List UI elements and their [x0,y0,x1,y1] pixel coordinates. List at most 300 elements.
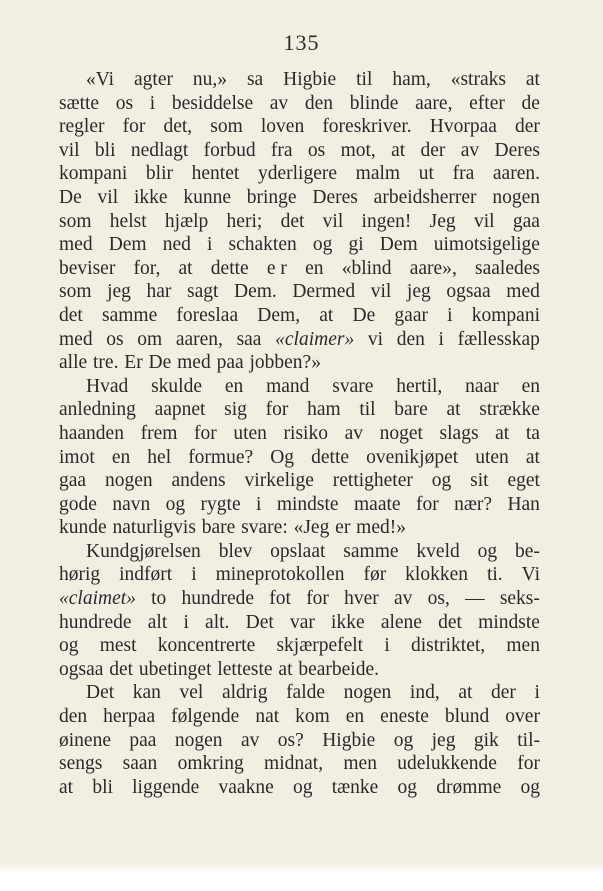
word: blund [444,706,490,728]
word: jeg [406,281,431,303]
word: i [191,564,197,586]
word: en [345,706,365,728]
word: Dermed [292,281,356,303]
word: aaren, [175,328,223,350]
word: det [280,210,305,232]
word: uten [475,446,509,468]
word: kompani [59,163,128,185]
word: vil [97,186,119,208]
word: at [525,446,540,468]
word: os, [427,588,450,610]
word: omkring [177,753,244,775]
word: aapnet [154,399,206,421]
word: i [149,92,156,114]
word: Jeg [429,210,456,232]
word: Higbie [322,729,376,751]
text-line [59,280,540,304]
word: at [458,682,473,704]
word: nedlagt [130,139,189,161]
word: nogen [492,186,540,208]
word: bearbeide. [298,658,380,680]
word: tre. [93,352,119,374]
word: helst [109,210,147,232]
word: blinde [349,92,399,114]
word: vel [179,682,204,704]
word: og [393,729,414,751]
word: og [477,540,498,562]
word: gik [473,729,499,751]
text-line [59,611,540,635]
word: en [305,257,324,279]
word: e r [266,257,287,279]
text-line [59,68,540,92]
word: Hvorpaa [429,116,497,138]
word: følgende [171,706,240,728]
word: foreslaa [176,304,239,326]
word: haanden [59,422,124,444]
word: som [59,210,92,232]
text-line [59,233,540,257]
word: beviser [59,257,116,279]
word: bli [92,776,113,798]
word: slags [439,422,479,444]
word: ogsaa [59,658,104,680]
word: liggende [132,776,200,798]
word: naturligvis [112,517,196,539]
word: at [495,422,510,444]
word: ikke [331,611,365,633]
text-line [59,705,540,729]
text-line [59,729,540,753]
word: vil [370,281,392,303]
word: samme [343,540,399,562]
word: paa [129,729,157,751]
word: til [359,399,376,421]
word: frem [140,422,178,444]
word: av [460,139,480,161]
word: ned [162,234,191,256]
word: os [106,328,124,350]
word: bli [94,139,116,161]
word: rettigheter [332,470,413,492]
word: hjælp [164,210,209,232]
word: i [447,304,453,326]
word: ham, [392,69,431,90]
word: Det [245,611,274,633]
word: sætte [59,92,100,114]
word: tænke [331,776,379,798]
page-number: 135 [283,30,320,55]
word: to [151,588,167,610]
word: distriktet, [410,635,486,657]
word: kveld [416,540,460,562]
word: jeg [107,281,131,303]
word: en [521,375,540,397]
word: hundrede [59,611,132,633]
text-line [59,398,540,422]
word: virkelige [244,470,314,492]
text-line [59,186,540,210]
word: samme [102,304,158,326]
word: har [146,281,172,303]
word: udelukkende [397,753,497,775]
word: regler [59,116,105,138]
word: med [59,328,93,350]
word: schakten [228,234,297,256]
word: risiko [283,422,328,444]
word: kunne [183,186,231,208]
word: hentet [191,163,240,185]
word: det, [163,116,193,138]
word: andens [171,470,226,492]
word: av [394,588,413,610]
text-line [59,115,540,139]
word: og [312,234,333,256]
word: ikke [133,186,168,208]
word: Det [86,682,115,704]
word: med [59,234,93,256]
word: sa [246,69,264,90]
word: en [111,446,131,468]
word: for [265,399,289,421]
word: med [177,352,211,374]
word: de [521,92,540,114]
word: uimotsigelige [433,234,540,256]
word: den [59,706,88,728]
word: i [183,611,189,633]
word: fra [270,139,293,161]
word: strække [479,399,540,421]
word: der [515,116,540,138]
word: saa [236,328,262,350]
word: for, [133,257,161,279]
word: av [240,729,260,751]
text-line [59,328,540,352]
word: seks- [499,588,540,610]
word: Dem [379,234,418,256]
word: Dem. [233,281,277,303]
word: svare: [241,517,288,539]
word: Deres [494,139,540,161]
word: sit [470,470,489,492]
word: «blind [341,257,392,279]
word: hørig [59,564,101,586]
word: indført [119,564,173,586]
text-line [59,540,540,564]
word: hundrede [181,588,255,610]
word: forbud [203,139,256,161]
word: letteste [217,658,273,680]
word: naar [465,375,499,397]
word: be- [515,540,540,562]
word: som [210,116,243,138]
word: for [194,422,217,444]
word: med!» [356,517,406,539]
word: for [517,753,540,775]
word: svare [332,375,374,397]
word: ut [418,163,434,185]
word: besiddelse [171,92,254,114]
word: mindste [276,493,339,515]
word: mindste [478,611,540,633]
word: saaledes [475,257,540,279]
word: kunde [59,517,107,539]
word: hel [147,446,172,468]
word: mest [99,635,137,657]
text-line [59,634,540,658]
word: klokken [405,564,468,586]
word: blev [218,540,253,562]
word: ogsaa [446,281,491,303]
word: opslaat [270,540,326,562]
word: eget [507,470,540,492]
word: ingen! [361,210,412,232]
word: i [534,682,540,704]
word: i [256,493,262,515]
word: før [363,564,387,586]
word: anledning [59,399,136,421]
word: Deres [312,186,358,208]
word: av [344,422,363,444]
word: aare, [415,92,453,114]
word: øinene [59,729,111,751]
text-line [59,516,540,540]
word: dette [311,446,350,468]
word: ham [307,399,341,421]
word: om [137,328,163,350]
word: ovenikjøpet [366,446,459,468]
word: nu,» [192,69,228,90]
word: gaa [59,470,87,492]
text-line [59,587,540,611]
word: vil [473,210,495,232]
word: midnat, [264,753,324,775]
text-line [59,563,540,587]
text-line [59,375,540,399]
word: nat [255,706,280,728]
word: os [307,139,326,161]
word: men [343,753,377,775]
word: bare [201,517,236,539]
word: rygte [200,493,241,515]
word: gode [59,493,97,515]
word: ubetinget [138,658,212,680]
word: en [224,375,244,397]
body-text [59,68,540,799]
text-line [59,257,540,281]
word: kom [295,706,330,728]
word: i [384,635,390,657]
word: til [356,69,373,90]
word: Er [124,352,143,374]
word: blir [145,163,173,185]
word: eneste [380,706,429,728]
word: foreskriver. [322,116,412,138]
word: hertil, [396,375,443,397]
word: sengs [59,753,103,775]
word: og [431,470,452,492]
word: ind, [409,682,440,704]
word: Han [507,493,540,515]
word: for [415,493,439,515]
text-line [59,162,540,186]
word: os [115,92,134,114]
text-line [59,446,540,470]
page-bottom-edge [0,862,603,891]
word: — [465,588,485,610]
word: arbeidsherrer [373,186,477,208]
word: og [520,776,540,798]
word: «Jeg [293,517,330,539]
text-line [59,351,540,375]
word: Dem, [257,304,301,326]
word: at [59,776,74,798]
word: heri; [226,210,263,232]
text-line [59,493,540,517]
word: noget [379,422,423,444]
text-line [59,422,540,446]
word: imot [59,446,95,468]
word: mand [266,375,310,397]
word: og [59,635,79,657]
word: Higbie [283,69,337,90]
text-line [59,210,540,234]
word: og [292,776,313,798]
word: gaar [394,304,428,326]
word: nær? [454,493,493,515]
word: agter [134,69,173,90]
word: Kundgjørelsen [86,540,201,562]
word: fot [269,588,291,610]
word: er [335,517,351,539]
word: alene [380,611,422,633]
text-line [59,658,540,682]
word: efter [469,92,505,114]
word: hver [344,588,379,610]
word: mot, [340,139,376,161]
word: den [304,92,334,114]
word: den [396,328,425,350]
word: dette [210,257,249,279]
word: fra [452,163,475,185]
word: vaakne [218,776,274,798]
word: alle [59,352,88,374]
word: det [109,658,134,680]
word: at [278,658,293,680]
word: nogen [174,729,223,751]
word: yderligere [257,163,338,185]
word: Og [270,446,295,468]
word: for [306,588,329,610]
text-line [59,681,540,705]
word: De [148,352,172,374]
word: kan [132,682,161,704]
word: at [178,257,193,279]
word: mineprotokollen [215,564,345,586]
text-line [59,92,540,116]
word: det [438,611,462,633]
word: som [59,281,92,303]
word: og [165,493,186,515]
word: av [269,92,289,114]
word: drømme [436,776,502,798]
word: malm [355,163,401,185]
word: at [525,69,540,90]
word: men [506,635,540,657]
word: «straks [450,69,506,90]
word: Hvad [86,375,129,397]
word: at [391,139,406,161]
word: var [289,611,315,633]
text-line [59,469,540,493]
word: det [59,304,83,326]
word: falde [286,682,326,704]
word: der [420,139,446,161]
word: at [319,304,334,326]
word: «claimet» [59,588,136,610]
word: gaa [512,210,540,232]
word: der [491,682,516,704]
word: gi [348,234,364,256]
word: vi [367,328,384,350]
word: sagt [186,281,219,303]
word: maate [354,493,401,515]
word: at [446,399,461,421]
word: koncentrerte [157,635,256,657]
text-line [59,752,540,776]
word: fællesskap [457,328,540,350]
word: paa [216,352,244,374]
text-line [59,304,540,328]
word: aldrig [221,682,268,704]
word: over [505,706,540,728]
word: Vi [521,564,540,586]
word: til- [517,729,540,751]
text-line [59,139,540,163]
word: «claimer» [275,328,355,350]
word: kompani [471,304,540,326]
word: De [59,186,82,208]
word: alt. [205,611,230,633]
word: jobben?» [249,352,321,374]
word: i [206,234,213,256]
word: loven [260,116,305,138]
word: skulde [151,375,203,397]
word: «Vi [86,69,115,90]
word: vil [59,139,80,161]
word: uten [233,422,267,444]
word: for [122,116,146,138]
word: saan [122,753,158,775]
word: os? [277,729,304,751]
word: aaren. [492,163,540,185]
word: herpaa [103,706,156,728]
word: vil [322,210,344,232]
word: med [506,281,540,303]
word: ta [525,422,540,444]
word: sig [224,399,247,421]
word: nogen [104,470,153,492]
word: bringe [246,186,297,208]
word: skjærpefelt [276,635,364,657]
word: jeg [431,729,456,751]
word: navn [112,493,151,515]
word: og [397,776,418,798]
word: nogen [343,682,392,704]
word: ti. [486,564,503,586]
word: i [438,328,444,350]
text-line [59,776,540,800]
